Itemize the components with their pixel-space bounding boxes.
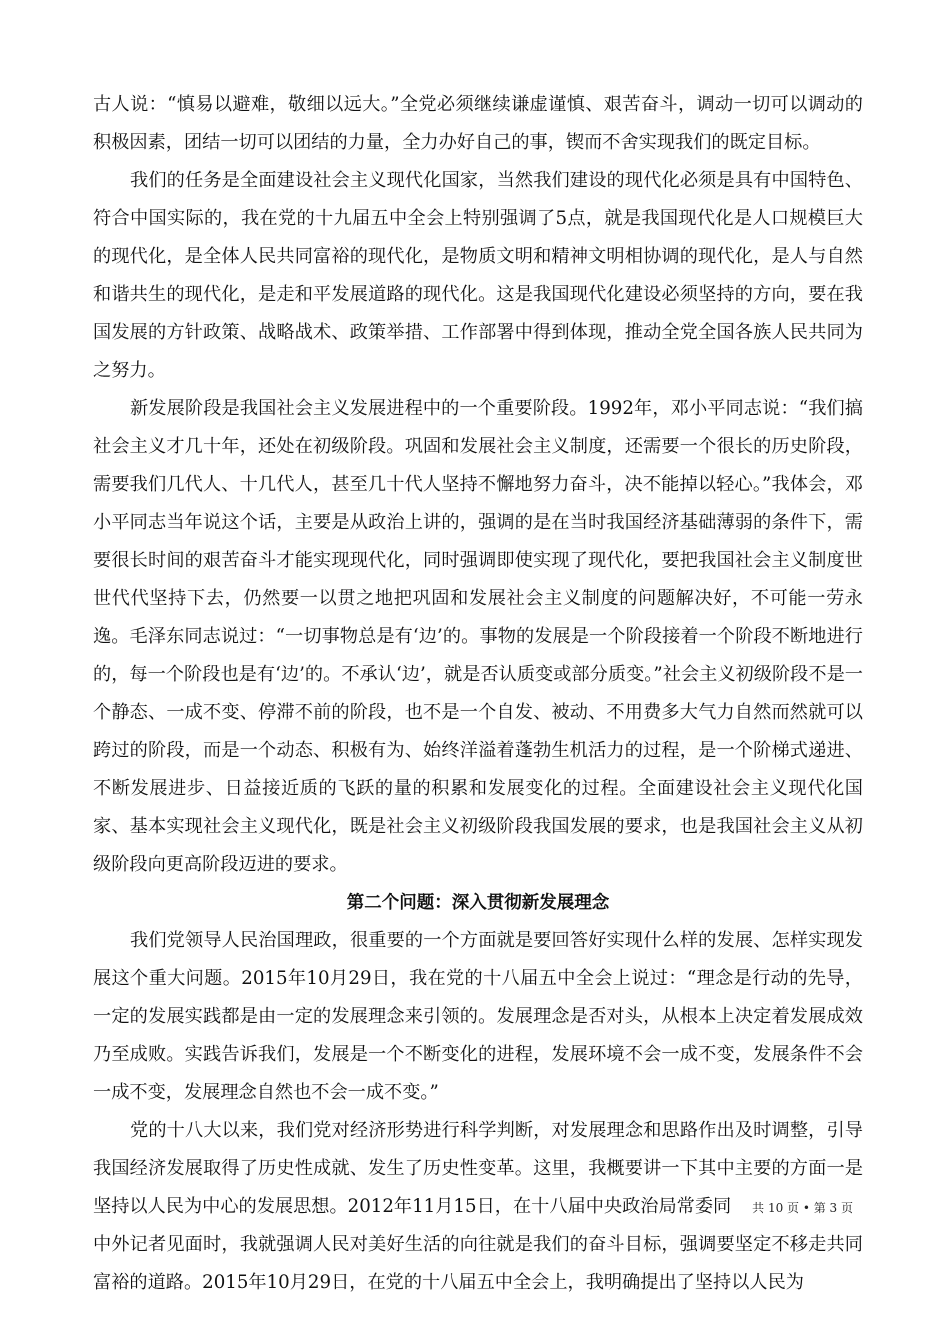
page-4-body [93,1226,863,1302]
paragraph-1: 古人说：“慎易以避难，敬细以远大。”全党必须继续谦虚谨慎、艰苦奋斗，调动一切可以调动的积极因素，团结一切可以团结的力量，全力办好自己的事，锲而不舍实现我们的既定目标。 [93,94,863,153]
page-3-body [93,86,863,1226]
page-footer: 共 10 页 • 第 3 页 [752,1201,853,1215]
paragraph-5: 党的十八大以来，我们党对经济形势进行科学判断，对发展理念和思路作出及时调整，引导我国经济发展取得了历史性成就、发生了历史性变革。这里，我概要讲一下其中主要的方面一是坚持以人民为中心的发展思想。2012年11月15日，在十八届中央政治局常委同 [93,1120,863,1217]
paragraph-continued: 中外记者见面时，我就强调人民对美好生活的向往就是我们的奋斗目标，强调要坚定不移走共同富裕的道路。2015年10月29日，在党的十八届五中全会上，我明确提出了坚持以人民为 [93,1234,863,1293]
section-heading: 第二个问题：深入贯彻新发展理念 [346,893,610,913]
paragraph-4: 我们党领导人民治国理政，很重要的一个方面就是要回答好实现什么样的发展、怎样实现发展这个重大问题。2015年10月29日，我在党的十八届五中全会上说过：“理念是行动的先导，一定的发展实践都是由一定的发展理念来引领的。发展理念是否对头，从根本上决定着发展成效乃至成败。实践告诉我们，发展是一个不断变化的进程，发展环境不会一成不变，发展条件不会一成不变，发展理念自然也不会一成不变。” [93,930,863,1103]
paragraph-2: 我们的任务是全面建设社会主义现代化国家，当然我们建设的现代化必须是具有中国特色、符合中国实际的，我在党的十九届五中全会上特别强调了5点，就是我国现代化是人口规模巨大的现代化，是全体人民共同富裕的现代化，是物质文明和精神文明相协调的现代化，是人与自然和谐共生的现代化，是走和平发展道路的现代化。这是我国现代化建设必须坚持的方向，要在我国发展的方针政策、战略战术、政策举措、工作部署中得到体现，推动全党全国各族人民共同为之努力。 [93,170,863,381]
paragraph-3: 新发展阶段是我国社会主义发展进程中的一个重要阶段。1992年，邓小平同志说：“我们搞社会主义才几十年，还处在初级阶段。巩固和发展社会主义制度，还需要一个很长的历史阶段，需要我们几代人、十几代人，甚至几十代人坚持不懈地努力奋斗，决不能掉以轻心。”我体会，邓小平同志当年说这个话，主要是从政治上讲的，强调的是在当时我国经济基础薄弱的条件下，需要很长时间的艰苦奋斗才能实现现代化，同时强调即使实现了现代化，要把我国社会主义制度世世代代坚持下去，仍然要一以贯之地把巩固和发展社会主义制度的问题解决好，不可能一劳永逸。毛泽东同志说过：“一切事物总是有‘边’的。事物的发展是一个阶段接着一个阶段不断地进行的，每一个阶段也是有‘边’的。不承认‘边’，就是否认质变或部分质变。”社会主义初级阶段不是一个静态、一成不变、停滞不前的阶段，也不是一个自发、被动、不用费多大气力自然而然就可以跨过的阶段，而是一个动态、积极有为、始终洋溢着蓬勃生机活力的过程，是一个阶梯式递进、不断发展进步、日益接近质的飞跃的量的积累和发展变化的过程。全面建设社会主义现代化国家、基本实现社会主义现代化，既是社会主义初级阶段我国发展的要求，也是我国社会主义从初级阶段向更高阶段迈进的要求。 [93,398,863,875]
